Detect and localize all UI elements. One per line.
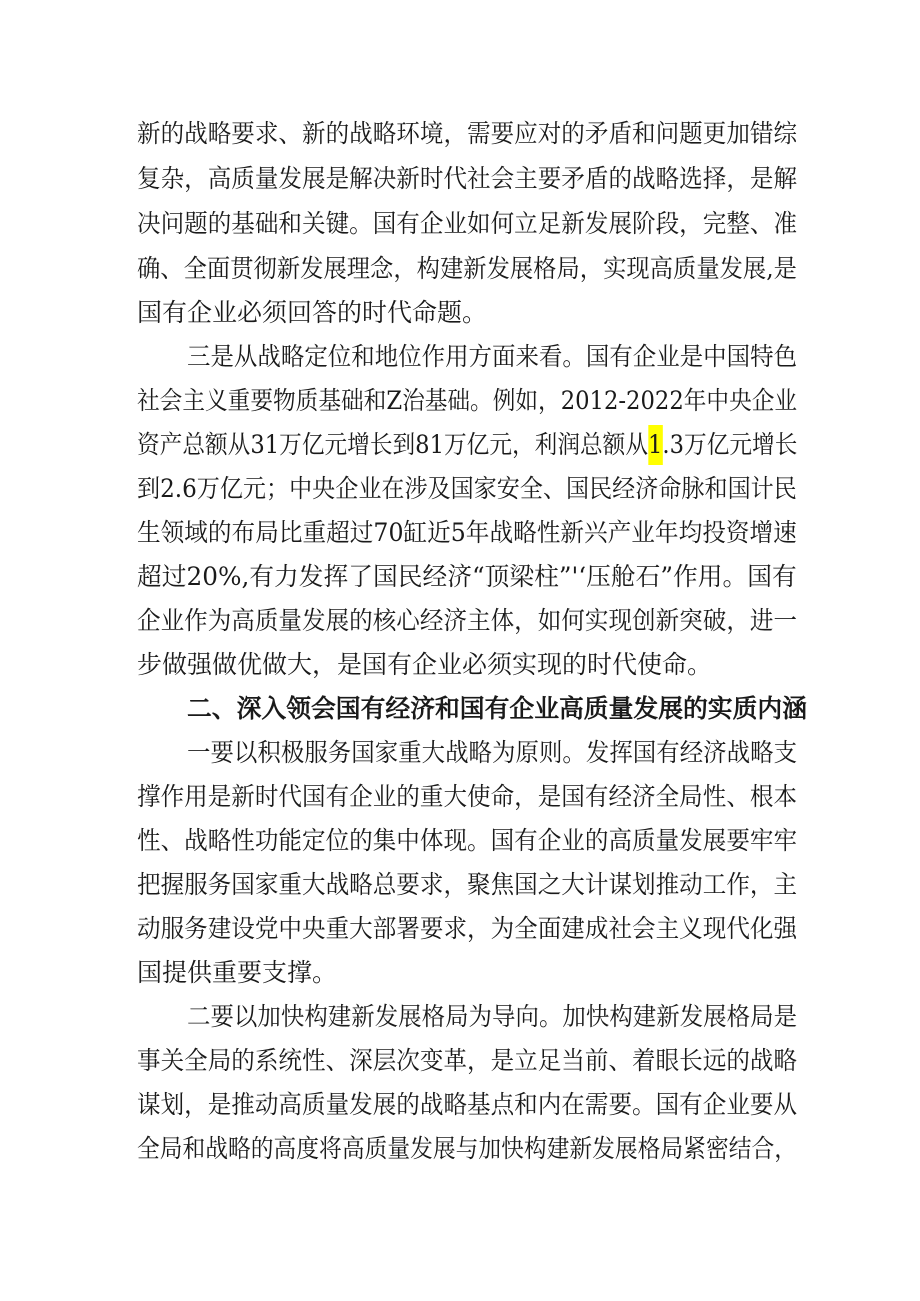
- text-line: 决问题的基础和关键。国有企业如何立足新发展阶段，完整、准: [137, 209, 798, 238]
- text-line: 资产总额从31万亿元增长到81万亿元，利润总额从1.3万亿元增长: [137, 425, 735, 465]
- paragraph-start: 三是从战略定位和地位作用方面来看。国有企业是中国特色: [187, 342, 798, 371]
- text-line: 确、全面贯彻新发展理念，构建新发展格局，实现高质量发展,是: [137, 254, 797, 283]
- text-line: 复杂，高质量发展是解决新时代社会主要矛盾的战略选择，是解: [137, 164, 798, 193]
- paragraph-start: 一要以积极服务国家重大战略为原则。发挥国有经济战略支: [187, 738, 798, 767]
- text-line: 动服务建设党中央重大部署要求，为全面建成社会主义现代化强: [137, 914, 798, 943]
- text-line: 全局和战略的高度将高质量发展与加快构建新发展格局紧密结合，: [137, 1134, 797, 1163]
- highlighted-text: 1: [648, 425, 662, 465]
- text-line: 企业作为高质量发展的核心经济主体，如何实现创新突破，进一: [137, 606, 798, 635]
- text-line: 性、战略性功能定位的集中体现。国有企业的高质量发展要牢牢: [137, 826, 798, 855]
- section-heading: 二、深入领会国有经济和国有企业高质量发展的实质内涵: [187, 694, 808, 723]
- text-line: 把握服务国家重大战略总要求，聚焦国之大计谋划推动工作，主: [137, 870, 798, 899]
- paragraph-start: 二要以加快构建新发展格局为导向。加快构建新发展格局是: [187, 1002, 798, 1031]
- text-line: 国有企业必须回答的时代命题。: [137, 298, 488, 327]
- text-line: 事关全局的系统性、深层次变革，是立足当前、着眼长远的战略: [137, 1046, 798, 1075]
- text-line: 社会主义重要物质基础和Z治基础。例如，2012-2022年中央企业: [137, 386, 798, 415]
- text-line: 撑作用是新时代国有企业的重大使命，是国有经济全局性、根本: [137, 782, 798, 811]
- text-line: 国提供重要支撑。: [137, 958, 338, 987]
- text-line: 谋划，是推动高质量发展的战略基点和内在需要。国有企业要从: [137, 1090, 798, 1119]
- text-line: 超过20%,有力发挥了国民经济“顶梁柱”'‘压舱石”作用。国有: [137, 562, 797, 591]
- text-line: 步做强做优做大，是国有企业必须实现的时代使命。: [137, 650, 713, 679]
- text-line: 到2.6万亿元；中央企业在涉及国家安全、国民经济命脉和国计民: [137, 474, 797, 503]
- text-line: 生领域的布局比重超过70缸近5年战略性新兴产业年均投资增速: [137, 518, 797, 547]
- text-line: 新的战略要求、新的战略环境，需要应对的矛盾和问题更加错综: [137, 119, 798, 148]
